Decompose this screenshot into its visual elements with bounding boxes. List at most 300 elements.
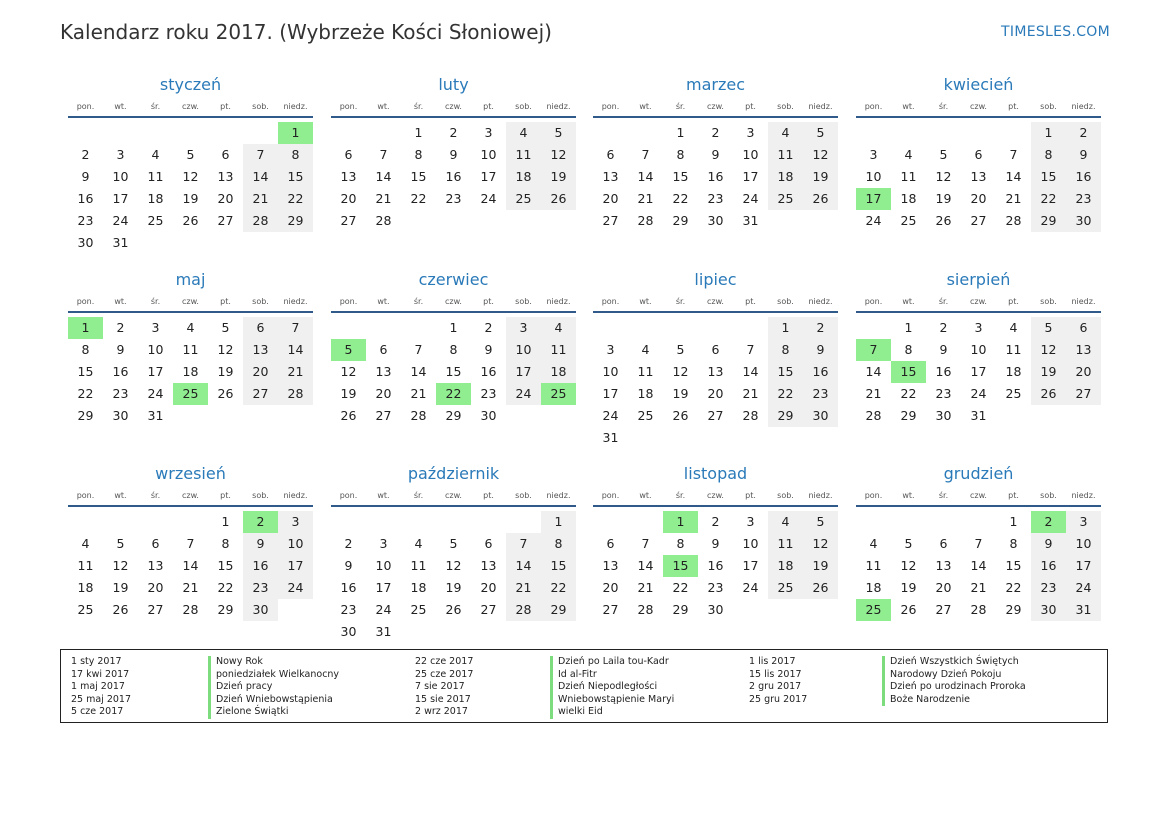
- day-cell: 20: [602, 580, 619, 595]
- day-cell: 6: [344, 147, 353, 162]
- day-cell: 8: [414, 147, 423, 162]
- day-cell: 21: [410, 386, 427, 401]
- empty-cell: [961, 511, 996, 533]
- day-cell: 9: [344, 558, 353, 573]
- day-cell: 1: [904, 320, 913, 335]
- weekday-label: wt.: [639, 102, 652, 111]
- day-cell: 16: [480, 364, 497, 379]
- day-cell: 3: [151, 320, 160, 335]
- empty-cell: [243, 122, 278, 144]
- day-cell: 20: [340, 191, 357, 206]
- weekday-label: śr.: [938, 297, 949, 306]
- day-cell: 15: [1031, 166, 1066, 188]
- day-cell: 17: [602, 386, 619, 401]
- day-cell: 7: [243, 144, 278, 166]
- holiday-day-cell: 5: [331, 339, 366, 361]
- day-cell: 1: [768, 317, 803, 339]
- day-cell: 18: [1005, 364, 1022, 379]
- holiday-date: 5 cze 2017: [71, 706, 124, 718]
- weekday-header: [593, 293, 838, 313]
- empty-cell: [366, 317, 401, 339]
- day-cell: 9: [484, 342, 493, 357]
- day-cell: 4: [869, 536, 878, 551]
- day-cell: 15: [445, 364, 462, 379]
- day-cell: 11: [147, 169, 164, 184]
- empty-cell: [401, 317, 436, 339]
- weekday-label: śr.: [938, 491, 949, 500]
- month-name: styczeń: [159, 75, 222, 94]
- weekday-label: śr.: [938, 102, 949, 111]
- day-cell: 26: [672, 408, 689, 423]
- day-cell: 16: [707, 558, 724, 573]
- weekday-label: pt.: [483, 102, 494, 111]
- day-cell: 20: [707, 386, 724, 401]
- day-cell: 20: [1066, 361, 1101, 383]
- weekday-label: pon.: [601, 297, 620, 306]
- day-cell: 25: [147, 213, 164, 228]
- weekday-label: niedz.: [808, 102, 833, 111]
- weekday-label: wt.: [377, 102, 390, 111]
- weekday-label: sob.: [1040, 297, 1057, 306]
- month-name: grudzień: [943, 464, 1014, 483]
- day-cell: 22: [410, 191, 427, 206]
- holiday-day-cell: 1: [68, 317, 103, 339]
- day-cell: 14: [637, 558, 654, 573]
- day-cell: 2: [711, 514, 720, 529]
- day-cell: 24: [112, 213, 129, 228]
- day-cell: 2: [344, 536, 353, 551]
- day-cell: 26: [935, 213, 952, 228]
- day-cell: 30: [340, 624, 357, 639]
- weekday-label: śr.: [675, 102, 686, 111]
- day-cell: 11: [900, 169, 917, 184]
- weekday-header: [68, 487, 313, 507]
- weekday-label: sob.: [1040, 102, 1057, 111]
- holiday-date: 17 kwi 2017: [71, 668, 130, 680]
- holiday-day-cell: 15: [663, 555, 698, 577]
- day-cell: 18: [77, 580, 94, 595]
- day-cell: 2: [116, 320, 125, 335]
- weekday-label: pon.: [76, 102, 95, 111]
- day-cell: 4: [1009, 320, 1018, 335]
- empty-cell: [436, 511, 471, 533]
- day-cell: 11: [182, 342, 199, 357]
- day-cell: 10: [742, 536, 759, 551]
- empty-cell: [628, 511, 663, 533]
- day-cell: 20: [602, 191, 619, 206]
- holiday-date: 25 maj 2017: [71, 693, 132, 705]
- empty-cell: [891, 122, 926, 144]
- day-cell: 13: [375, 364, 392, 379]
- day-cell: 10: [375, 558, 392, 573]
- day-cell: 9: [939, 342, 948, 357]
- day-cell: 21: [865, 386, 882, 401]
- day-cell: 7: [414, 342, 423, 357]
- day-cell: 1: [221, 514, 230, 529]
- day-cell: 29: [445, 408, 462, 423]
- day-cell: 12: [1031, 339, 1066, 361]
- day-cell: 13: [707, 364, 724, 379]
- day-cell: 12: [672, 364, 689, 379]
- day-cell: 9: [1066, 144, 1101, 166]
- weekday-label: niedz.: [546, 491, 571, 500]
- day-cell: 29: [278, 210, 313, 232]
- weekday-label: pon.: [339, 491, 358, 500]
- day-cell: 31: [970, 408, 987, 423]
- day-cell: 18: [506, 166, 541, 188]
- empty-cell: [593, 317, 628, 339]
- day-cell: 12: [803, 144, 838, 166]
- day-cell: 6: [379, 342, 388, 357]
- empty-cell: [856, 122, 891, 144]
- day-cell: 31: [602, 430, 619, 445]
- day-cell: 18: [182, 364, 199, 379]
- empty-cell: [628, 317, 663, 339]
- weekday-header: [593, 98, 838, 118]
- day-cell: 6: [484, 536, 493, 551]
- day-cell: 9: [81, 169, 90, 184]
- day-cell: 7: [974, 536, 983, 551]
- day-cell: 30: [480, 408, 497, 423]
- empty-cell: [926, 122, 961, 144]
- day-cell: 26: [803, 577, 838, 599]
- weekday-header: [331, 487, 576, 507]
- weekday-label: śr.: [413, 102, 424, 111]
- day-cell: 16: [340, 580, 357, 595]
- day-cell: 13: [935, 558, 952, 573]
- day-cell: 25: [77, 602, 94, 617]
- day-cell: 20: [375, 386, 392, 401]
- weekday-label: czw.: [445, 297, 462, 306]
- day-cell: 10: [147, 342, 164, 357]
- holiday-day-cell: 17: [856, 188, 891, 210]
- holiday-dates-col1: [71, 656, 131, 719]
- empty-cell: [663, 317, 698, 339]
- day-cell: 17: [1066, 555, 1101, 577]
- day-cell: 7: [746, 342, 755, 357]
- weekday-label: czw.: [707, 102, 724, 111]
- day-cell: 31: [742, 213, 759, 228]
- day-cell: 11: [410, 558, 427, 573]
- day-cell: 21: [637, 580, 654, 595]
- weekday-header: [331, 98, 576, 118]
- empty-cell: [138, 511, 173, 533]
- day-cell: 23: [480, 386, 497, 401]
- day-cell: 12: [803, 533, 838, 555]
- day-cell: 19: [445, 580, 462, 595]
- empty-cell: [891, 511, 926, 533]
- day-cell: 5: [221, 320, 230, 335]
- weekday-label: wt.: [902, 491, 915, 500]
- day-cell: 15: [541, 555, 576, 577]
- day-cell: 19: [672, 386, 689, 401]
- empty-cell: [331, 122, 366, 144]
- day-cell: 12: [900, 558, 917, 573]
- day-cell: 22: [768, 383, 803, 405]
- holiday-date: 2 wrz 2017: [415, 706, 468, 718]
- day-cell: 17: [278, 555, 313, 577]
- day-cell: 3: [379, 536, 388, 551]
- weekday-label: śr.: [150, 102, 161, 111]
- month-name: marzec: [685, 75, 745, 94]
- day-cell: 18: [900, 191, 917, 206]
- day-cell: 23: [340, 602, 357, 617]
- day-cell: 2: [484, 320, 493, 335]
- empty-cell: [628, 122, 663, 144]
- weekday-header: [68, 98, 313, 118]
- day-cell: 9: [243, 533, 278, 555]
- day-cell: 15: [672, 169, 689, 184]
- day-cell: 30: [803, 405, 838, 427]
- day-cell: 14: [182, 558, 199, 573]
- day-cell: 16: [112, 364, 129, 379]
- day-cell: 8: [676, 147, 685, 162]
- day-cell: 6: [221, 147, 230, 162]
- weekday-label: niedz.: [283, 102, 308, 111]
- day-cell: 5: [541, 122, 576, 144]
- holiday-date: 22 cze 2017: [415, 656, 474, 667]
- month-block: [856, 461, 1101, 621]
- day-cell: 7: [379, 147, 388, 162]
- day-cell: 3: [869, 147, 878, 162]
- weekday-label: sob.: [515, 491, 532, 500]
- holiday-day-cell: 25: [173, 383, 208, 405]
- day-cell: 24: [865, 213, 882, 228]
- month-name: listopad: [683, 464, 748, 483]
- day-cell: 3: [974, 320, 983, 335]
- day-cell: 19: [182, 191, 199, 206]
- empty-cell: [103, 122, 138, 144]
- weekday-label: śr.: [413, 297, 424, 306]
- day-cell: 26: [541, 188, 576, 210]
- weekday-label: pt.: [220, 297, 231, 306]
- weekday-label: śr.: [150, 297, 161, 306]
- day-cell: 13: [340, 169, 357, 184]
- weekday-label: niedz.: [1071, 491, 1096, 500]
- day-cell: 10: [506, 339, 541, 361]
- day-cell: 16: [445, 169, 462, 184]
- holiday-name: Dzień Wszystkich Świętych: [882, 656, 1026, 669]
- day-cell: 15: [410, 169, 427, 184]
- day-cell: 25: [637, 408, 654, 423]
- day-cell: 12: [340, 364, 357, 379]
- month-name: październik: [407, 464, 500, 483]
- day-cell: 24: [1066, 577, 1101, 599]
- day-cell: 17: [375, 580, 392, 595]
- day-cell: 7: [1009, 147, 1018, 162]
- day-cell: 14: [1005, 169, 1022, 184]
- day-cell: 20: [935, 580, 952, 595]
- day-cell: 19: [900, 580, 917, 595]
- day-cell: 12: [541, 144, 576, 166]
- weekday-label: pt.: [745, 297, 756, 306]
- day-cell: 3: [1066, 511, 1101, 533]
- day-cell: 5: [803, 511, 838, 533]
- weekday-label: pon.: [339, 102, 358, 111]
- weekday-label: niedz.: [283, 297, 308, 306]
- day-cell: 28: [506, 599, 541, 621]
- day-cell: 8: [1031, 144, 1066, 166]
- day-cell: 14: [243, 166, 278, 188]
- day-cell: 9: [116, 342, 125, 357]
- weekday-label: pt.: [1008, 491, 1019, 500]
- weekday-label: wt.: [377, 297, 390, 306]
- holiday-day-cell: 22: [436, 383, 471, 405]
- day-cell: 28: [1005, 213, 1022, 228]
- weekday-label: czw.: [445, 491, 462, 500]
- day-cell: 31: [112, 235, 129, 250]
- day-cell: 9: [711, 536, 720, 551]
- day-cell: 22: [541, 577, 576, 599]
- day-cell: 1: [1009, 514, 1018, 529]
- holiday-name: Boże Narodzenie: [882, 694, 1026, 707]
- day-cell: 23: [112, 386, 129, 401]
- day-cell: 13: [480, 558, 497, 573]
- empty-cell: [961, 122, 996, 144]
- day-cell: 18: [865, 580, 882, 595]
- day-cell: 29: [672, 602, 689, 617]
- weekday-label: czw.: [970, 297, 987, 306]
- day-cell: 18: [410, 580, 427, 595]
- empty-cell: [593, 511, 628, 533]
- day-cell: 11: [768, 533, 803, 555]
- day-cell: 17: [742, 169, 759, 184]
- day-cell: 24: [147, 386, 164, 401]
- empty-cell: [208, 122, 243, 144]
- day-cell: 26: [803, 188, 838, 210]
- empty-cell: [856, 511, 891, 533]
- weekday-label: pt.: [483, 297, 494, 306]
- weekday-label: wt.: [639, 297, 652, 306]
- day-cell: 8: [221, 536, 230, 551]
- day-cell: 18: [147, 191, 164, 206]
- month-name: maj: [175, 270, 206, 289]
- day-cell: 23: [243, 577, 278, 599]
- day-cell: 10: [970, 342, 987, 357]
- holiday-date: 25 cze 2017: [415, 668, 474, 680]
- weekday-label: pon.: [76, 491, 95, 500]
- day-cell: 16: [77, 191, 94, 206]
- day-cell: 22: [1005, 580, 1022, 595]
- empty-cell: [856, 317, 891, 339]
- day-cell: 29: [900, 408, 917, 423]
- day-cell: 15: [278, 166, 313, 188]
- day-cell: 18: [768, 555, 803, 577]
- empty-cell: [331, 317, 366, 339]
- day-cell: 23: [77, 213, 94, 228]
- day-cell: 10: [278, 533, 313, 555]
- day-cell: 18: [768, 166, 803, 188]
- empty-cell: [138, 122, 173, 144]
- weekday-label: sob.: [252, 297, 269, 306]
- empty-cell: [68, 511, 103, 533]
- day-cell: 2: [803, 317, 838, 339]
- month-block: [68, 461, 313, 621]
- day-cell: 27: [243, 383, 278, 405]
- day-grid: [856, 317, 1101, 427]
- day-cell: 6: [711, 342, 720, 357]
- day-cell: 3: [746, 125, 755, 140]
- holiday-names-col2: [550, 656, 674, 719]
- holiday-name: poniedziałek Wielkanocny: [208, 669, 339, 682]
- empty-cell: [173, 122, 208, 144]
- day-cell: 28: [375, 213, 392, 228]
- day-cell: 15: [77, 364, 94, 379]
- day-cell: 31: [147, 408, 164, 423]
- day-cell: 8: [676, 536, 685, 551]
- day-cell: 5: [1031, 317, 1066, 339]
- day-cell: 14: [970, 558, 987, 573]
- day-cell: 14: [742, 364, 759, 379]
- day-cell: 11: [1005, 342, 1022, 357]
- day-cell: 22: [672, 191, 689, 206]
- day-cell: 18: [637, 386, 654, 401]
- month-block: [856, 72, 1101, 232]
- month-name: kwiecień: [943, 75, 1014, 94]
- weekday-label: czw.: [182, 297, 199, 306]
- empty-cell: [366, 122, 401, 144]
- day-cell: 27: [602, 213, 619, 228]
- empty-cell: [471, 511, 506, 533]
- empty-cell: [996, 122, 1031, 144]
- holiday-list: [60, 649, 1108, 723]
- day-grid: [68, 317, 313, 427]
- holiday-name: Dzień pracy: [208, 681, 339, 694]
- day-cell: 11: [865, 558, 882, 573]
- holiday-names-col3: [882, 656, 1026, 706]
- holiday-date: 2 gru 2017: [749, 681, 802, 693]
- brand-link[interactable]: TIMESLES.COM: [1001, 24, 1110, 40]
- day-cell: 26: [900, 602, 917, 617]
- day-cell: 30: [112, 408, 129, 423]
- month-block: [331, 72, 576, 232]
- day-cell: 4: [641, 342, 650, 357]
- day-cell: 5: [186, 147, 195, 162]
- day-cell: 17: [742, 558, 759, 573]
- weekday-label: pon.: [601, 102, 620, 111]
- day-cell: 16: [1066, 166, 1101, 188]
- weekday-label: sob.: [777, 297, 794, 306]
- holiday-day-cell: 25: [541, 383, 576, 405]
- day-cell: 11: [77, 558, 94, 573]
- empty-cell: [68, 122, 103, 144]
- day-cell: 28: [182, 602, 199, 617]
- day-cell: 30: [1031, 599, 1066, 621]
- empty-cell: [733, 317, 768, 339]
- day-cell: 26: [112, 602, 129, 617]
- weekday-label: pon.: [864, 102, 883, 111]
- month-block: [331, 267, 576, 427]
- day-cell: 28: [278, 383, 313, 405]
- weekday-label: wt.: [114, 297, 127, 306]
- holiday-day-cell: 1: [663, 511, 698, 533]
- day-cell: 26: [445, 602, 462, 617]
- holiday-date: 1 sty 2017: [71, 656, 122, 667]
- weekday-label: czw.: [182, 491, 199, 500]
- day-cell: 20: [217, 191, 234, 206]
- weekday-label: czw.: [707, 297, 724, 306]
- weekday-label: niedz.: [546, 102, 571, 111]
- empty-cell: [103, 511, 138, 533]
- day-cell: 19: [803, 555, 838, 577]
- day-cell: 5: [449, 536, 458, 551]
- day-cell: 28: [637, 602, 654, 617]
- day-cell: 14: [506, 555, 541, 577]
- day-cell: 22: [77, 386, 94, 401]
- day-cell: 10: [112, 169, 129, 184]
- day-cell: 8: [768, 339, 803, 361]
- day-cell: 27: [340, 213, 357, 228]
